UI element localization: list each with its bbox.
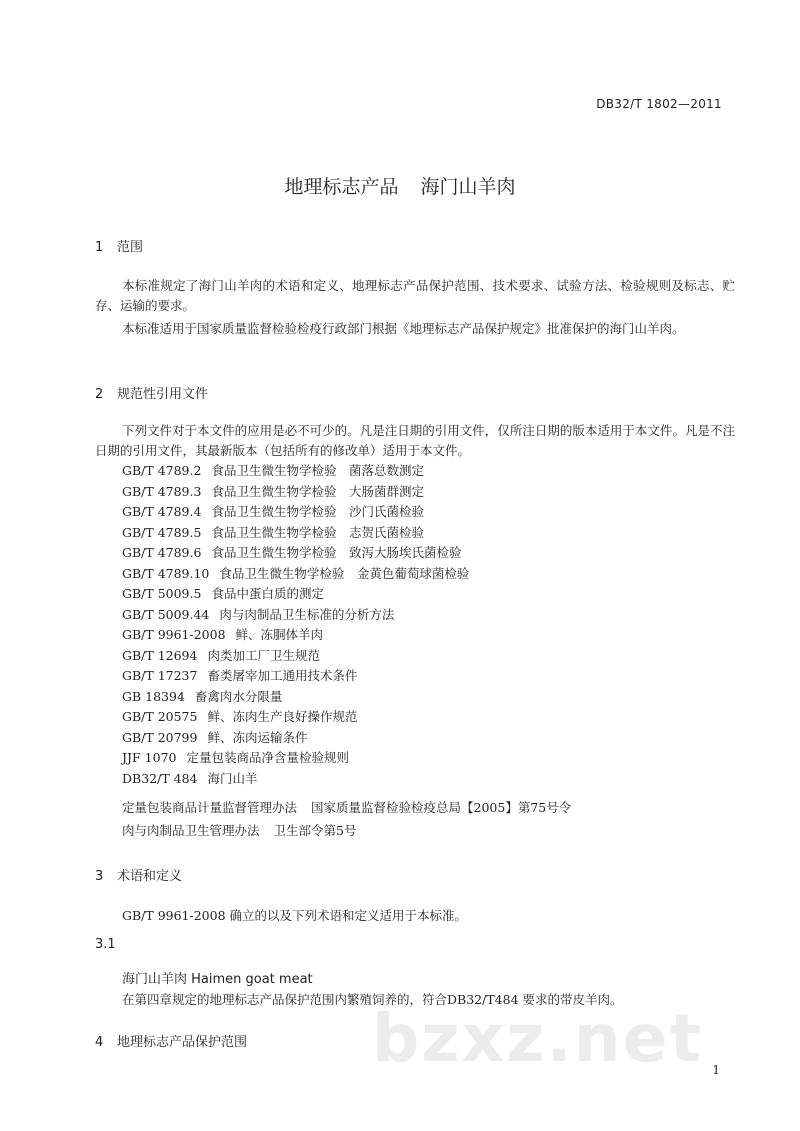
document-title <box>0 172 800 199</box>
title-part-1: 地理标志产品 <box>284 176 399 198</box>
reference-item: GB/T 5009.44 肉与肉制品卫生标准的分析方法 <box>122 606 395 622</box>
reference-item: GB/T 4789.10 食品卫生微生物学检验 金黄色葡萄球菌检验 <box>122 565 470 581</box>
reference-item: GB/T 4789.3 食品卫生微生物学检验 大肠菌群测定 <box>122 483 424 499</box>
section-4-heading: 4 地理标志产品保护范围 <box>95 1035 248 1050</box>
reference-item: GB/T 12694 肉类加工厂卫生规范 <box>122 647 320 663</box>
section-1-para-2: 本标准适用于国家质量监督检验检疫行政部门根据《地理标志产品保护规定》批准保护的海门山羊肉。 <box>122 321 685 336</box>
reference-item: GB/T 4789.6 食品卫生微生物学检验 致泻大肠埃氏菌检验 <box>122 545 462 560</box>
reference-item: GB/T 17237 畜类屠宰加工通用技术条件 <box>122 668 358 683</box>
reference-item-regulation-1: 定量包装商品计量监督管理办法 国家质量监督检验检疫总局【2005】第75号令 <box>122 800 572 815</box>
reference-item: GB/T 4789.4 食品卫生微生物学检验 沙门氏菌检验 <box>122 504 424 519</box>
reference-item: GB 18394 畜禽肉水分限量 <box>122 688 283 704</box>
term-definition: 在第四章规定的地理标志产品保护范围内繁殖饲养的，符合DB32/T484 要求的带皮羊肉。 <box>122 992 623 1007</box>
reference-item: GB/T 5009.5 食品中蛋白质的测定 <box>122 586 324 601</box>
reference-item: GB/T 20575 鲜、冻肉生产良好操作规范 <box>122 709 358 724</box>
section-2-heading: 2 规范性引用文件 <box>95 387 209 402</box>
reference-list <box>122 461 469 789</box>
reference-item: DB32/T 484 海门山羊 <box>122 770 258 786</box>
term-title: 海门山羊肉 Haimen goat meat <box>122 972 313 987</box>
title-part-2: 海门山羊肉 <box>420 176 516 198</box>
document-code: DB32/T 1802—2011 <box>596 97 722 111</box>
section-1-para-1: 本标准规定了海门山羊肉的术语和定义、地理标志产品保护范围、技术要求、试验方法、检验规则及标志、贮存、运输的要求。 <box>95 278 735 313</box>
section-3-heading: 3 术语和定义 <box>95 869 183 884</box>
page-number: 1 <box>712 1063 720 1077</box>
watermark: bzxz.net <box>372 1000 704 1077</box>
reference-item: JJF 1070 定量包装商品净含量检验规则 <box>122 750 349 765</box>
section-3-intro: GB/T 9961-2008 确立的以及下列术语和定义适用于本标准。 <box>122 908 468 923</box>
reference-item: GB/T 20799 鲜、冻肉运输条件 <box>122 729 308 745</box>
subsection-3-1-number: 3.1 <box>95 937 116 952</box>
reference-item-regulation-2: 肉与肉制品卫生管理办法 卫生部令第5号 <box>122 823 357 838</box>
section-2-intro: 下列文件对于本文件的应用是必不可少的。凡是注日期的引用文件，仅所注日期的版本适用于本文件。凡是不注日期的引用文件，其最新版本（包括所有的修改单）适用于本文件。 <box>95 423 735 458</box>
reference-item: GB/T 9961-2008 鲜、冻胴体羊肉 <box>122 627 324 642</box>
reference-item: GB/T 4789.5 食品卫生微生物学检验 志贺氏菌检验 <box>122 524 424 540</box>
section-1-heading: 1 范围 <box>95 240 144 255</box>
reference-item: GB/T 4789.2 食品卫生微生物学检验 菌落总数测定 <box>122 463 424 478</box>
